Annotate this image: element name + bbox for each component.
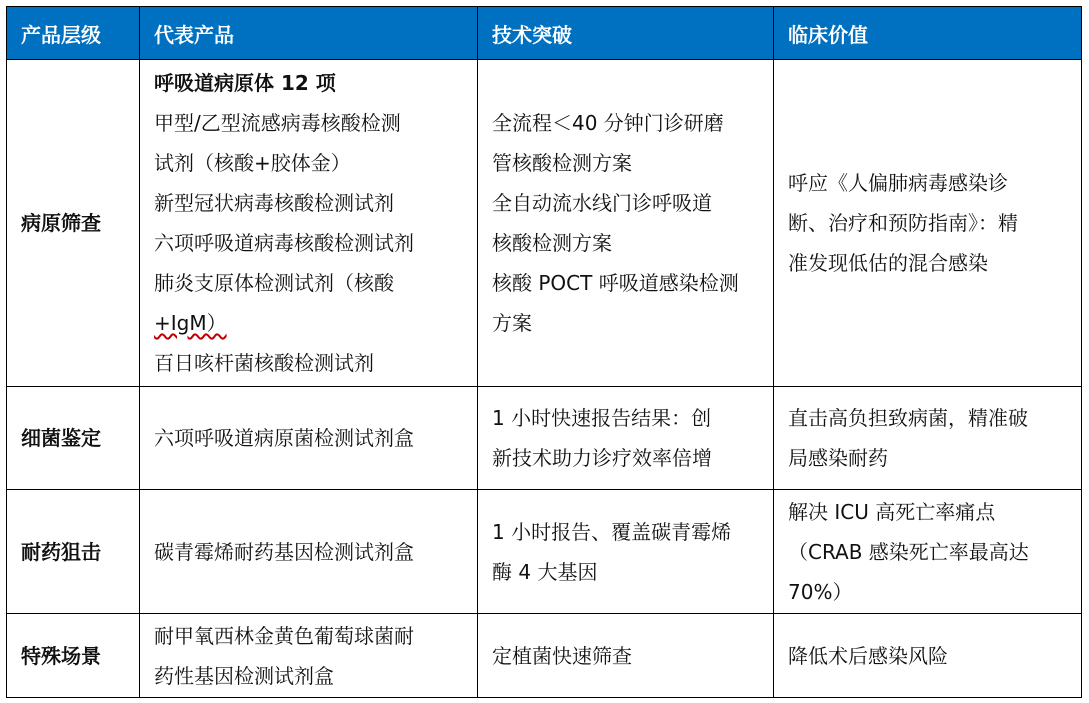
level-cell: 特殊场景 [7,614,140,698]
value-line: 断、治疗和预防指南》：精 [788,211,1018,235]
table-row [7,60,1082,387]
product-line: 耐甲氧西林金黄色葡萄球菌耐 [154,623,414,648]
table-row [7,387,1082,490]
value-line: 准发现低估的混合感染 [788,251,988,275]
tech-line: 管核酸检测方案 [492,151,632,175]
tech-line: 全自动流水线门诊呼吸道 [492,191,712,215]
tech-line: 1 小时报告、覆盖碳青霉烯 [492,519,732,544]
product-line: 百日咳杆菌核酸检测试剂 [154,351,374,375]
products-cell [140,387,478,490]
header-products: 代表产品 [140,7,478,60]
table-row [7,490,1082,614]
product-line: 六项呼吸道病毒核酸检测试剂 [154,231,414,255]
header-value: 临床价值 [774,7,1082,60]
value-line: 解决 ICU 高死亡率痛点 [788,499,996,524]
product-line: +IgM） [154,311,227,335]
products-cell [140,60,478,387]
value-cell [774,490,1082,614]
product-line: 碳青霉烯耐药基因检测试剂盒 [154,539,414,564]
value-line: 直击高负担致病菌，精准破 [788,406,1028,430]
value-cell [774,614,1082,698]
value-line: 呼应《人偏肺病毒感染诊 [788,171,1008,195]
tech-line: 核酸 POCT 呼吸道感染检测 [492,271,739,295]
products-cell [140,614,478,698]
tech-line: 方案 [492,311,532,335]
header-tech: 技术突破 [478,7,774,60]
tech-line: 核酸检测方案 [492,231,612,255]
product-line: 六项呼吸道病原菌检测试剂盒 [154,426,414,450]
tech-cell [478,614,774,698]
product-line: 甲型/乙型流感病毒核酸检测 [154,111,401,135]
tech-line: 1 小时快速报告结果：创 [492,406,712,430]
value-line: 70%） [788,579,853,604]
tech-line: 定植菌快速筛查 [492,643,632,668]
product-line: 肺炎支原体检测试剂（核酸 [154,271,394,295]
product-line: 药性基因检测试剂盒 [154,663,334,688]
level-cell: 病原筛查 [7,60,140,387]
value-line: （CRAB 感染死亡率最高达 [788,539,1029,564]
product-line: 新型冠状病毒核酸检测试剂 [154,191,394,215]
products-cell [140,490,478,614]
tech-line: 新技术助力诊疗效率倍增 [492,446,712,470]
header-level: 产品层级 [7,7,140,60]
tech-line: 全流程＜40 分钟门诊研磨 [492,111,724,135]
product-heading: 呼吸道病原体 12 项 [154,71,336,95]
value-line: 局感染耐药 [788,446,888,470]
tech-line: 酶 4 大基因 [492,559,598,584]
table-row [7,614,1082,698]
level-cell: 耐药狙击 [7,490,140,614]
value-cell [774,387,1082,490]
tech-cell [478,387,774,490]
product-table [6,6,1082,698]
header-row [7,7,1082,60]
product-line: 试剂（核酸+胶体金） [154,151,351,175]
value-cell [774,60,1082,387]
tech-cell [478,60,774,387]
level-cell: 细菌鉴定 [7,387,140,490]
value-line: 降低术后感染风险 [788,643,948,668]
tech-cell [478,490,774,614]
